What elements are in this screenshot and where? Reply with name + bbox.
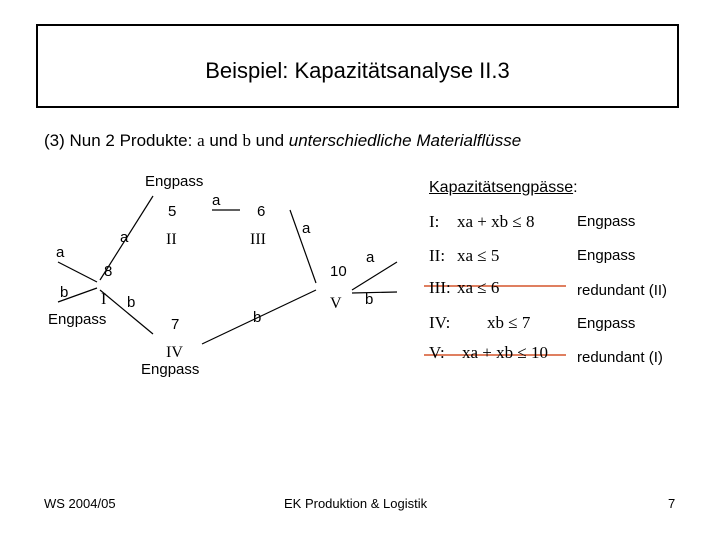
station-I-status: Engpass	[48, 311, 107, 328]
station-II-numeral: II	[166, 231, 177, 248]
flow-line-V-out-b	[352, 292, 397, 293]
station-III-numeral: III	[250, 231, 266, 248]
subtitle-prefix: (3) Nun 2 Produkte:	[44, 131, 198, 150]
station-IV-numeral: IV	[166, 344, 183, 361]
constraint-III-expr: xa ≤ 6	[457, 278, 500, 297]
subtitle-und-1: und	[204, 131, 243, 150]
station-II-capacity: 5	[168, 203, 177, 220]
flow-line-V-out-a	[352, 262, 397, 290]
flow-label-a-III-V: a	[302, 220, 311, 237]
station-IV-capacity: 7	[171, 316, 180, 333]
flow-line-a-in	[58, 262, 97, 282]
subtitle-product-b: b	[242, 131, 251, 150]
station-III-capacity: 6	[257, 203, 266, 220]
station-V-numeral: V	[330, 295, 342, 312]
footer-page-number: 7	[668, 496, 676, 511]
constraint-IV-expr: xb ≤ 7	[487, 313, 531, 332]
slide-title: Beispiel: Kapazitätsanalyse II.3	[205, 58, 510, 83]
flow-label-b-in: b	[60, 284, 69, 301]
flow-label-b-I-IV: b	[127, 294, 136, 311]
constraint-II-status: Engpass	[577, 247, 636, 264]
constraint-II-expr: xa ≤ 5	[457, 246, 500, 265]
constraints-heading	[429, 179, 578, 197]
flow-label-b-out: b	[365, 291, 374, 308]
station-V-capacity: 10	[330, 263, 347, 280]
constraint-III-status: redundant (II)	[577, 282, 668, 299]
constraint-V-expr: xa + xb ≤ 10	[462, 343, 548, 362]
constraints-heading-colon: :	[573, 179, 578, 196]
station-I-capacity: 8	[104, 263, 113, 280]
flow-label-b-IV-V: b	[253, 309, 262, 326]
subtitle-product-a: a	[197, 131, 205, 150]
constraint-V-roman: V:	[429, 343, 445, 362]
flow-label-a-in: a	[56, 244, 65, 261]
constraint-II-roman: II:	[429, 246, 446, 265]
subtitle-und-2: und	[250, 131, 289, 150]
constraint-I-status: Engpass	[577, 213, 636, 230]
flow-label-a-II-III: a	[212, 192, 221, 209]
station-II-status: Engpass	[145, 173, 204, 190]
constraint-IV-status: Engpass	[577, 315, 636, 332]
station-IV-status: Engpass	[141, 361, 200, 378]
subtitle-italic: unterschiedliche Materialflüsse	[288, 131, 522, 150]
flow-label-a-I-II: a	[120, 229, 129, 246]
constraint-I-roman: I:	[429, 212, 440, 231]
station-I-numeral: I	[101, 291, 107, 308]
constraint-V-status: redundant (I)	[577, 349, 663, 366]
constraints-heading-text: Kapazitätsengpässe	[429, 179, 574, 196]
constraint-I-expr: xa + xb ≤ 8	[457, 212, 535, 231]
constraint-IV-roman: IV:	[429, 313, 451, 332]
footer-semester: WS 2004/05	[44, 496, 116, 511]
footer-course: EK Produktion & Logistik	[284, 496, 428, 511]
constraint-III-roman: III:	[429, 278, 451, 297]
flow-label-a-out: a	[366, 249, 375, 266]
